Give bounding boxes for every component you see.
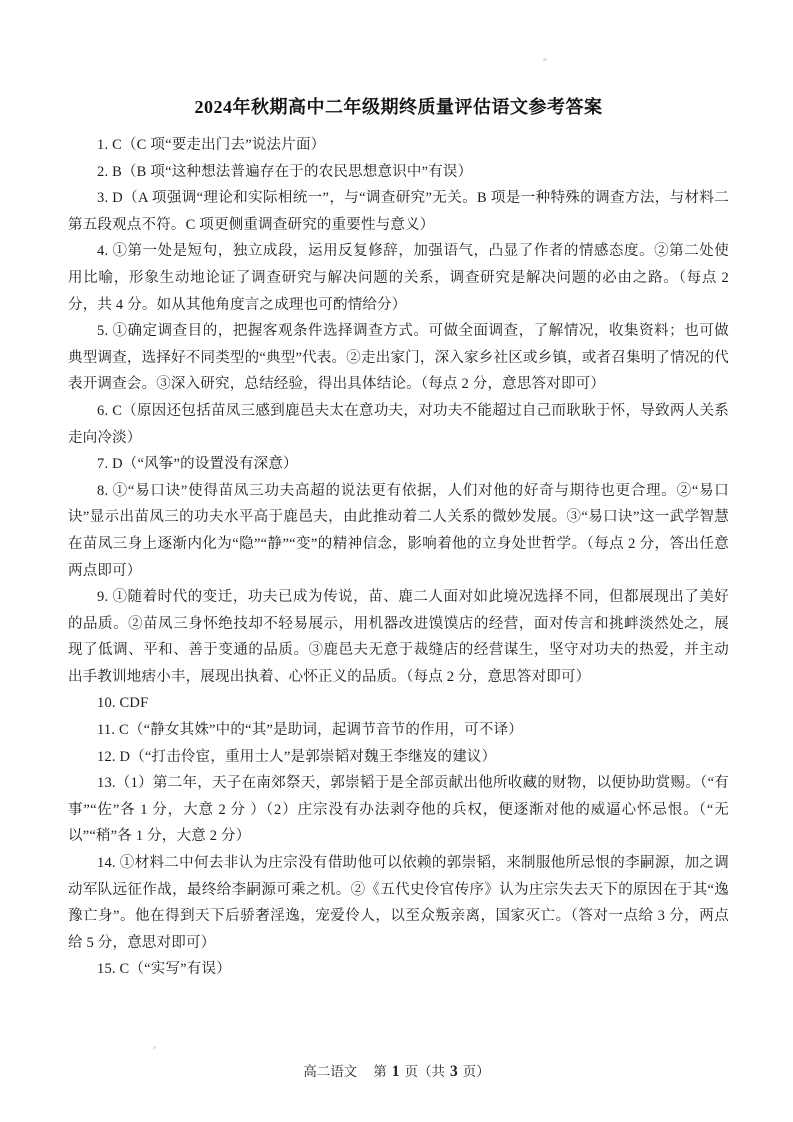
scan-artifact: [153, 1046, 156, 1049]
page-footer: [0, 1060, 793, 1081]
answer-item-2: 2. B（B 项“这种想法普遍存在于的农民思想意识中”有误）: [97, 163, 473, 180]
answer-item-13: 13.（1）第二年，天子在南郊祭天，郭崇韬于是全部贡献出他所收藏的财物，以便协助赏赐。（“有事”“佐”各 1 分，大意 2 分 ）（2）庄宗没有办法剥夺他的兵权，便逐渐对他的威逼心怀忌恨。（“无以”“稍”各 1 分，大意 2 分）: [68, 775, 729, 845]
answer-item-3: 3. D（A 项强调“理论和实际相统一”，与“调查研究”无关。B 项是一种特殊的调查方法，与材料二第五段观点不符。C 项更侧重调查研究的重要性与意义）: [68, 190, 729, 233]
document-title: 2024年秋期高中二年级期终质量评估语文参考答案: [194, 97, 603, 117]
answer-item-7: 7. D（“风筝”的设置没有深意）: [97, 456, 298, 473]
footer-page-suffix: 页）: [462, 1064, 490, 1079]
answer-item-5: 5. ①确定调查目的，把握客观条件选择调查方式。可做全面调查，了解情况，收集资料；也可做典型调查，选择好不同类型的“典型”代表。②走出家门，深入家乡社区或乡镇，或者召集明了情况的代表开调查会。③深入研究，总结经验，得出具体结论。（每点 2 分，意思答对即可）: [68, 323, 729, 393]
answer-list: [68, 132, 729, 983]
footer-page-prefix: 第: [373, 1064, 387, 1079]
answer-item-12: 12. D（“打击伶宦，重用士人”是郭崇韬对魏王李继岌的建议）: [97, 748, 497, 765]
document-content: [68, 93, 729, 983]
answer-item-15: 15. C（“实写”有误）: [97, 961, 231, 978]
footer-page-number: 1: [391, 1063, 400, 1080]
footer-page-middle: 页（共: [404, 1064, 445, 1079]
answer-item-1: 1. C（C 项“要走出门去”说法片面）: [97, 137, 326, 153]
answer-item-8: 8. ①“易口诀”使得苗凤三功夫高超的说法更有依据，人们对他的好奇与期待也更合理。②“易口诀”显示出苗凤三的功夫水平高于鹿邑夫，由此推动着二人关系的微妙发展。③“易口诀”这一武学智慧在苗凤三身上逐渐内化为“隐”“静”“变”的精神信念，影响着他的立身处世哲学。（每点 2 分，答出任意两点即可）: [68, 482, 729, 579]
footer-total-pages: 3: [450, 1063, 458, 1080]
scan-artifact: [543, 58, 547, 61]
answer-item-9: 9. ①随着时代的变迁，功夫已成为传说，苗、鹿二人面对如此境况选择不同，但都展现出了美好的品质。②苗凤三身怀绝技却不轻易展示，用机器改进馍馍店的经营，面对传言和挑衅淡然处之，展现了低调、平和、善于变通的品质。③鹿邑夫无意于裁缝店的经营谋生，坚守对功夫的热爱，并主动出手教训地痞小丰，展现出执着、心怀正义的品质。（每点 2 分，意思答对即可）: [68, 589, 729, 685]
footer-course-label: 高二语文: [303, 1064, 358, 1079]
answer-item-11: 11. C（“静女其姝”中的“其”是助词，起调节音节的作用，可不译）: [97, 722, 523, 739]
answer-item-10: 10. CDF: [97, 695, 149, 712]
answer-item-6: 6. C（原因还包括苗凤三感到鹿邑夫太在意功夫，对功夫不能超过自己而耿耿于怀，导致两人关系走向冷淡）: [68, 402, 729, 446]
answer-item-14: 14. ①材料二中何去非认为庄宗没有借助他可以依赖的郭崇韬，来制服他所忌恨的李嗣源，加之调动军队远征作战，最终给李嗣源可乘之机。②《五代史伶官传序》认为庄宗失去天下的原因在于其“逸豫亡身”。他在得到天下后骄奢淫逸，宠爱伶人，以至众叛亲离，国家灭亡。（答对一点给 3 分，两点给 5 分，意思对即可）: [68, 855, 729, 951]
answer-item-4: 4. ①第一处是短句，独立成段，运用反复修辞，加强语气，凸显了作者的情感态度。②第二处使用比喻，形象生动地论证了调查研究与解决问题的关系，调查研究是解决问题的必由之路。（每点 2 分，共 4 分。如从其他角度言之成理也可酌情给分）: [68, 243, 729, 313]
